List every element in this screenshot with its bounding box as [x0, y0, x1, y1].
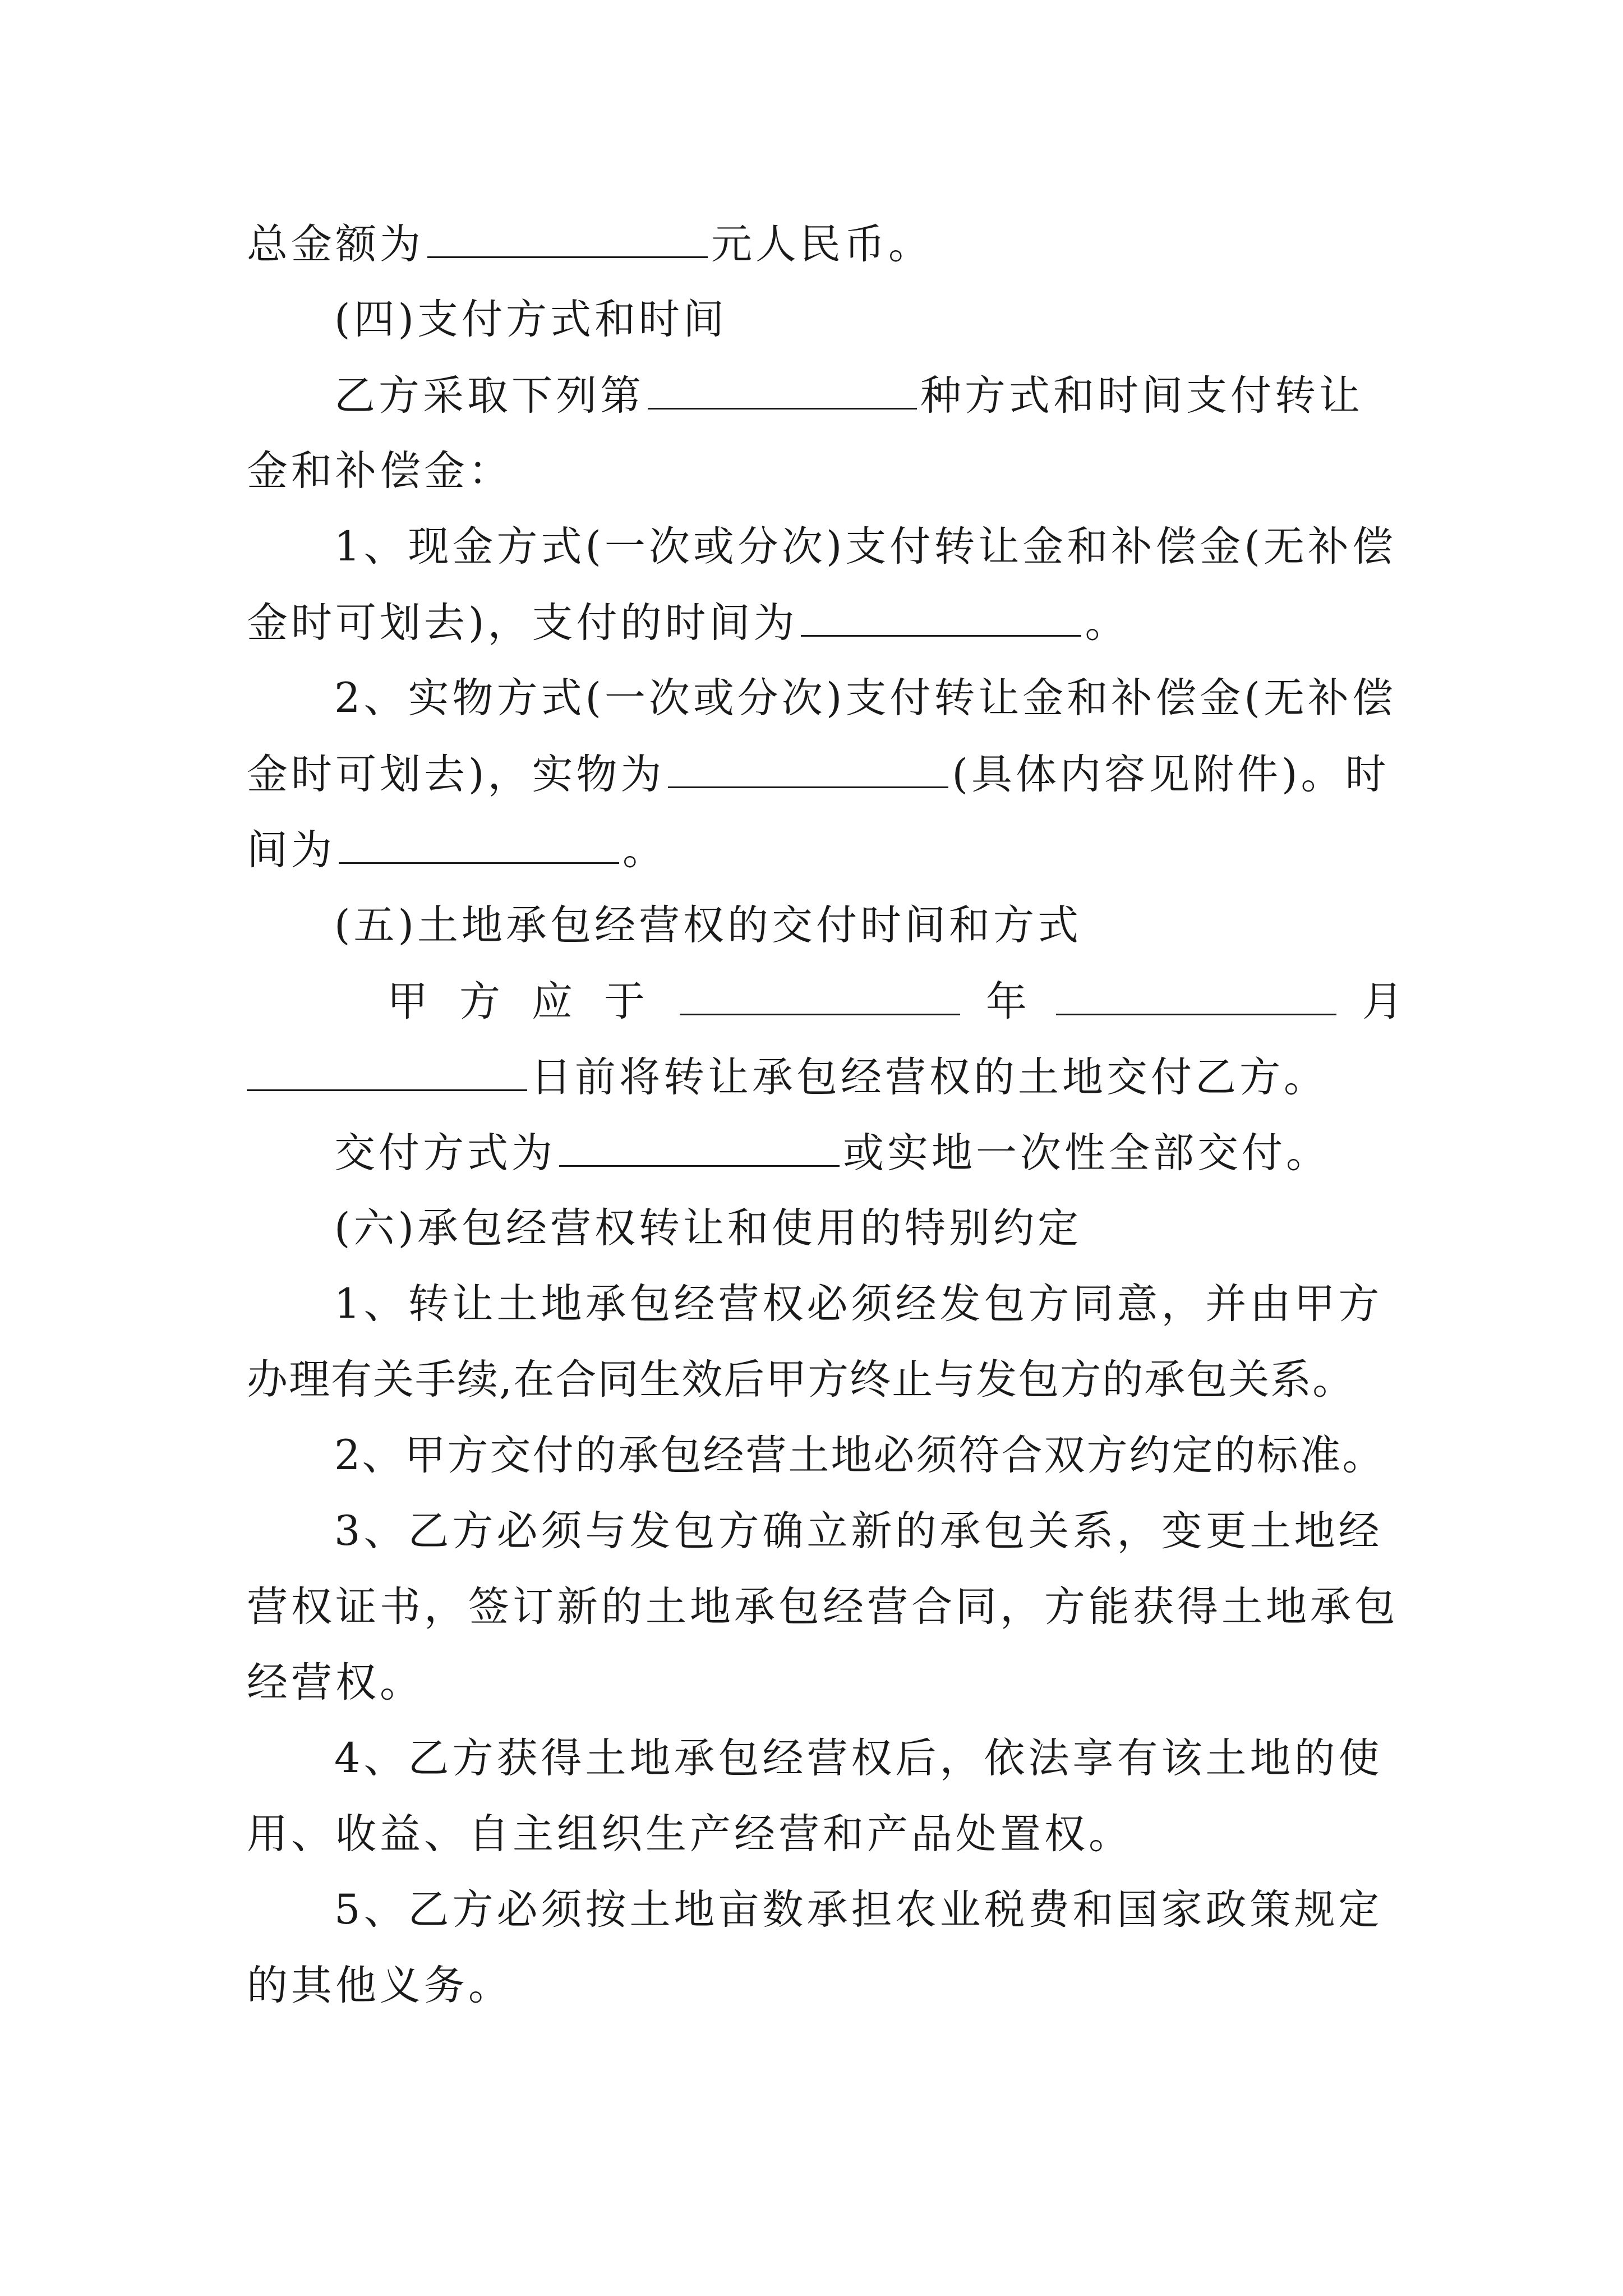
paragraph-line — [334, 519, 1396, 575]
total-amount-line — [247, 216, 933, 272]
text-segment: 交付方式为 — [334, 1129, 556, 1177]
fill-in-blank[interactable] — [648, 367, 917, 409]
day-blank[interactable] — [247, 1049, 527, 1091]
paragraph-line — [247, 443, 513, 499]
text-segment: 2、实物方式(一次或分次)支付转让金和补偿金(无补偿 — [334, 674, 1396, 722]
text-segment: 间为 — [247, 826, 335, 874]
fill-in-blank[interactable] — [339, 822, 619, 864]
section-heading-special-terms — [334, 1200, 1082, 1257]
text-segment: 1、现金方式(一次或分次)支付转让金和补偿金(无补偿 — [334, 523, 1396, 570]
text-segment: 的其他义务。 — [247, 1962, 513, 2009]
fill-in-blank[interactable] — [427, 216, 708, 258]
text-segment: 金和补偿金： — [247, 447, 513, 495]
text-segment: 种方式和时间支付转让 — [920, 372, 1363, 420]
section-heading-delivery — [334, 898, 1082, 954]
text-segment: 应 — [532, 978, 576, 1025]
date-line — [387, 973, 1407, 1029]
text-segment: 日前将转让承包经营权的土地交付乙方。 — [531, 1053, 1328, 1101]
heading-text: (六)承包经营权转让和使用的特别约定 — [334, 1204, 1082, 1252]
paragraph-line — [334, 670, 1396, 726]
text-segment: (具体内容见附件)。时 — [952, 751, 1390, 798]
paragraph-line — [247, 822, 667, 878]
text-segment: 2、甲方交付的承包经营土地必须符合双方约定的标准。 — [334, 1432, 1385, 1479]
text-segment: 5、乙方必须按土地亩数承担农业税费和国家政策规定 — [334, 1886, 1383, 1934]
heading-text: (五)土地承包经营权的交付时间和方式 — [334, 901, 1082, 949]
paragraph-line — [247, 1352, 1354, 1408]
text-segment: 或实地一次性全部交付。 — [843, 1129, 1330, 1177]
paragraph-line — [247, 1958, 513, 2014]
section-heading-payment — [334, 292, 727, 348]
paragraph-line — [247, 746, 1389, 802]
text-segment: 。 — [1085, 599, 1129, 647]
paragraph-line — [247, 1806, 1133, 1862]
text-segment: 乙方采取下列第 — [334, 372, 644, 420]
paragraph-line — [334, 1503, 1382, 1559]
text-segment: 。 — [623, 826, 667, 874]
text-segment: 甲 — [387, 978, 431, 1025]
text-segment: 金时可划去)，实物为 — [247, 751, 665, 798]
text-segment: 于 — [604, 978, 648, 1025]
paragraph-line — [334, 1125, 1330, 1181]
text-segment: 方 — [459, 978, 504, 1025]
text-segment: 用、收益、自主组织生产经营和产品处置权。 — [247, 1810, 1133, 1858]
heading-text: (四)支付方式和时间 — [334, 296, 727, 343]
paragraph-line — [334, 1731, 1382, 1787]
text-segment: 年 — [986, 978, 1030, 1025]
text-segment: 经营权。 — [247, 1659, 424, 1706]
month-blank[interactable] — [1056, 973, 1336, 1015]
year-blank[interactable] — [680, 973, 960, 1015]
paragraph-line — [247, 595, 1129, 651]
fill-in-blank[interactable] — [668, 746, 948, 788]
paragraph-line — [247, 1655, 424, 1711]
text-segment: 办理有关手续,在合同生效后甲方终止与发包方的承包关系。 — [247, 1356, 1355, 1404]
paragraph-line — [334, 1882, 1382, 1938]
text-segment: 总金额为 — [247, 220, 424, 268]
fill-in-blank[interactable] — [801, 595, 1081, 637]
paragraph-line — [247, 1579, 1399, 1635]
paragraph-line — [247, 1049, 1328, 1105]
text-segment: 1、转让土地承包经营权必须经发包方同意，并由甲方 — [334, 1280, 1383, 1328]
text-segment: 3、乙方必须与发包方确立新的承包关系，变更土地经 — [334, 1507, 1383, 1555]
paragraph-line — [334, 1276, 1382, 1332]
text-segment: 4、乙方获得土地承包经营权后，依法享有该土地的使 — [334, 1734, 1383, 1782]
fill-in-blank[interactable] — [559, 1125, 840, 1167]
text-segment: 月 — [1362, 978, 1407, 1025]
text-segment: 营权证书，签订新的土地承包经营合同，方能获得土地承包 — [247, 1583, 1399, 1631]
text-segment: 元人民币。 — [711, 220, 933, 268]
paragraph-line — [334, 367, 1363, 424]
text-segment: 金时可划去)，支付的时间为 — [247, 599, 798, 647]
paragraph-line — [334, 1428, 1385, 1484]
